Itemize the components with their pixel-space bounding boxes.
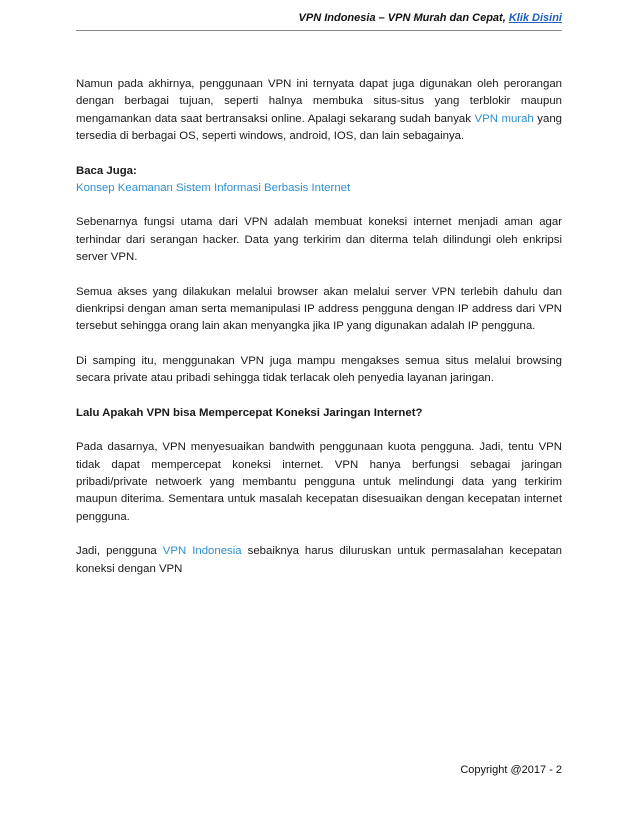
header-link[interactable]: Klik Disini	[508, 12, 562, 24]
vpn-murah-link[interactable]: VPN murah	[474, 112, 534, 125]
paragraph-3: Semua akses yang dilakukan melalui browser akan melalui server VPN terlebih dahulu dan dienkripsi dengan aman serta memanipulasi IP address pengguna dengan IP address dari VPN tersebut sehingga orang lain akan menyangka jika IP yang digunakan adalah IP pengguna.	[76, 285, 562, 333]
baca-juga-label: Baca Juga:	[76, 164, 137, 177]
page-header	[299, 12, 562, 24]
paragraph-1	[76, 76, 562, 146]
vpn-indonesia-link[interactable]: VPN Indonesia	[162, 545, 242, 558]
paragraph-1-text: Namun pada akhirnya, penggunaan VPN ini ternyata dapat juga digunakan oleh perorangan dengan berbagai tujuan, seperti halnya membuka situs-situs yang terblokir maupun mengamankan data saat bertransaksi online. Apalagi sekarang sudah banyak	[76, 78, 562, 125]
paragraph-6-end: sebaiknya harus diluruskan untuk permasalahan kecepatan koneksi dengan VPN	[76, 545, 562, 575]
page-footer: Copyright @2017 - 2	[460, 764, 562, 776]
paragraph-5: Pada dasarnya, VPN menyesuaikan bandwith penggunaan kuota pengguna. Jadi, tentu VPN tidak dapat mempercepat koneksi internet. VPN hanya berfungsi sebagai jaringan pribadi/private netwoerk yang membantu pengguna untuk melindungi data yang terkirim maupun diterima. Sementara untuk masalah kecepatan disesuaikan dengan kecepatan internet pengguna.	[76, 441, 562, 523]
baca-juga-block	[76, 163, 562, 198]
document-body	[76, 76, 562, 595]
section-heading: Lalu Apakah VPN bisa Mempercepat Koneksi Jaringan Internet?	[76, 406, 423, 419]
header-title: VPN Indonesia – VPN Murah dan Cepat,	[298, 12, 509, 24]
baca-juga-link[interactable]: Konsep Keamanan Sistem Informasi Berbasis Internet	[76, 182, 351, 195]
paragraph-1-end: yang tersedia di berbagai OS, seperti windows, android, IOS, dan lain sebagainya.	[76, 112, 562, 143]
header-divider	[76, 30, 562, 31]
paragraph-6	[76, 543, 562, 578]
paragraph-6-start: Jadi, pengguna	[76, 545, 163, 558]
paragraph-4: Di samping itu, menggunakan VPN juga mampu mengakses semua situs melalui browsing secara private atau pribadi sehingga tidak terlacak oleh penyedia layanan jaringan.	[76, 354, 562, 385]
paragraph-2: Sebenarnya fungsi utama dari VPN adalah membuat koneksi internet menjadi aman agar terhindar dari serangan hacker. Data yang terkirim dan diterma telah dilindungi oleh enkripsi server VPN.	[76, 216, 562, 264]
